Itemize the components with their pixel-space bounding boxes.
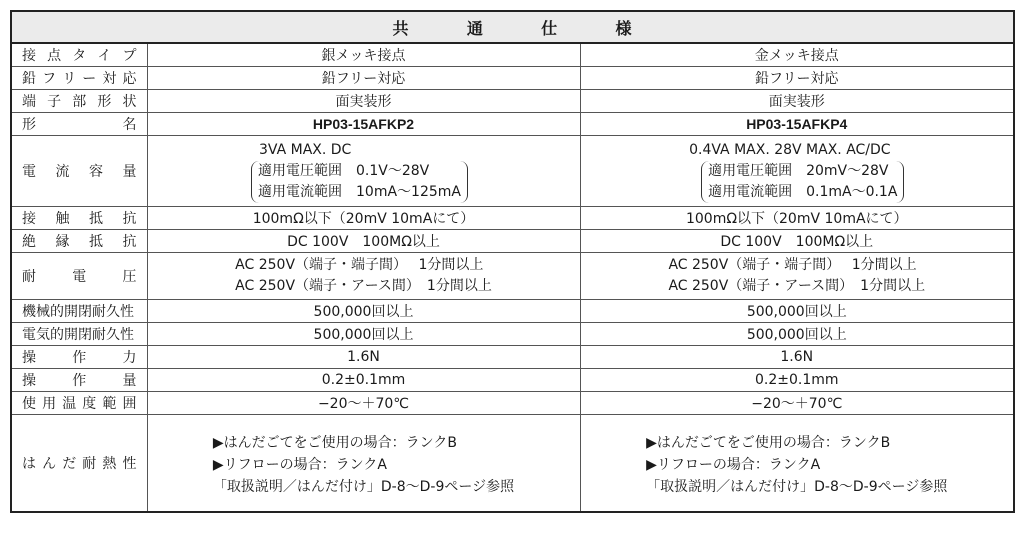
row-label-travel: 操 作 量 <box>11 369 147 392</box>
withstand-line: AC 250V（端子・アース間） 1分間以上 <box>235 278 492 294</box>
solder-value-p4 <box>580 415 1014 513</box>
row-label-contact-resistance: 接 触 抵 抗 <box>11 207 147 230</box>
current-main: 3VA MAX. DC <box>259 141 352 158</box>
lead-free-value-p2: 鉛フリー対応 <box>147 67 580 90</box>
withstand-line: AC 250V（端子・端子間） 1分間以上 <box>235 257 484 273</box>
common-spec-table <box>10 10 1015 513</box>
terminal-value-p2: 面実装形 <box>147 90 580 113</box>
insulation-value-p4: DC 100V 100MΩ以上 <box>580 230 1014 253</box>
table-title-text <box>393 16 633 39</box>
row-label-mech-life: 機械的開閉耐久性 <box>11 300 147 323</box>
mech-life-value-p4: 500,000回以上 <box>580 300 1014 323</box>
row-elec-life <box>11 323 1014 346</box>
elec-life-value-p2: 500,000回以上 <box>147 323 580 346</box>
solder-reference: 「取扱説明／はんだ付け」D-8〜D-9ページ参照 <box>646 479 948 495</box>
current-range: 適用電流範囲 10mA〜125mA <box>258 183 461 200</box>
temperature-value-p4: −20〜＋70℃ <box>580 392 1014 415</box>
row-terminal <box>11 90 1014 113</box>
withstand-line: AC 250V（端子・端子間） 1分間以上 <box>668 257 917 273</box>
insulation-value-p2: DC 100V 100MΩ以上 <box>147 230 580 253</box>
row-label-insulation: 絶 縁 抵 抗 <box>11 230 147 253</box>
force-value-p4: 1.6N <box>580 346 1014 369</box>
title-char: 仕 <box>541 18 559 38</box>
row-label-terminal: 端 子 部 形 状 <box>11 90 147 113</box>
row-mech-life <box>11 300 1014 323</box>
current-ranges <box>251 161 468 203</box>
row-label-current: 電 流 容 量 <box>11 136 147 207</box>
travel-value-p2: 0.2±0.1mm <box>147 369 580 392</box>
row-label-contact-type: 接 点 タ イ プ <box>11 43 147 67</box>
row-label-temperature: 使 用 温 度 範 囲 <box>11 392 147 415</box>
title-char: 通 <box>466 18 484 38</box>
contact-resistance-value-p2: 100mΩ以下（20mV 10mAにて） <box>147 207 580 230</box>
row-temperature <box>11 392 1014 415</box>
row-contact-type <box>11 43 1014 67</box>
current-value-p4 <box>580 136 1014 207</box>
title-char: 様 <box>615 18 633 38</box>
elec-life-value-p4: 500,000回以上 <box>580 323 1014 346</box>
travel-value-p4: 0.2±0.1mm <box>580 369 1014 392</box>
solder-value-p2 <box>147 415 580 513</box>
model-value-p2: HP03-15AFKP2 <box>147 113 580 136</box>
row-label-elec-life: 電気的開閉耐久性 <box>11 323 147 346</box>
withstand-line: AC 250V（端子・アース間） 1分間以上 <box>668 278 926 294</box>
row-travel <box>11 369 1014 392</box>
current-main: 0.4VA MAX. 28V MAX. AC/DC <box>689 141 891 158</box>
voltage-range: 適用電圧範囲 20mV〜28V <box>708 162 889 179</box>
row-solder <box>11 415 1014 513</box>
solder-line: ▶リフローの場合：ランクA <box>212 457 387 473</box>
force-value-p2: 1.6N <box>147 346 580 369</box>
contact-type-value-p4: 金メッキ接点 <box>580 43 1014 67</box>
row-label-lead-free: 鉛 フ リ ー 対 応 <box>11 67 147 90</box>
current-range: 適用電流範囲 0.1mA〜0.1A <box>708 183 898 200</box>
row-insulation <box>11 230 1014 253</box>
row-label-solder: は ん だ 耐 熱 性 <box>11 415 147 513</box>
title-row <box>11 11 1014 43</box>
current-ranges <box>701 161 904 203</box>
solder-reference: 「取扱説明／はんだ付け」D-8〜D-9ページ参照 <box>212 479 515 495</box>
row-contact-resistance <box>11 207 1014 230</box>
temperature-value-p2: −20〜＋70℃ <box>147 392 580 415</box>
current-value-p2 <box>147 136 580 207</box>
contact-type-value-p2: 銀メッキ接点 <box>147 43 580 67</box>
contact-resistance-value-p4: 100mΩ以下（20mV 10mAにて） <box>580 207 1014 230</box>
row-lead-free <box>11 67 1014 90</box>
voltage-range: 適用電圧範囲 0.1V〜28V <box>258 162 430 179</box>
solder-line: ▶はんだごてをご使用の場合：ランクB <box>212 435 457 451</box>
withstand-value-p4 <box>580 253 1014 300</box>
lead-free-value-p4: 鉛フリー対応 <box>580 67 1014 90</box>
row-label-model: 形 名 <box>11 113 147 136</box>
solder-line: ▶リフローの場合：ランクA <box>646 457 821 473</box>
solder-line: ▶はんだごてをご使用の場合：ランクB <box>646 435 891 451</box>
row-withstand <box>11 253 1014 300</box>
table-title <box>11 11 1014 43</box>
model-value-p4: HP03-15AFKP4 <box>580 113 1014 136</box>
row-label-withstand: 耐 電 圧 <box>11 253 147 300</box>
withstand-value-p2 <box>147 253 580 300</box>
terminal-value-p4: 面実装形 <box>580 90 1014 113</box>
title-char: 共 <box>392 18 410 38</box>
row-label-force: 操 作 力 <box>11 346 147 369</box>
row-current <box>11 136 1014 207</box>
row-model <box>11 113 1014 136</box>
row-force <box>11 346 1014 369</box>
mech-life-value-p2: 500,000回以上 <box>147 300 580 323</box>
